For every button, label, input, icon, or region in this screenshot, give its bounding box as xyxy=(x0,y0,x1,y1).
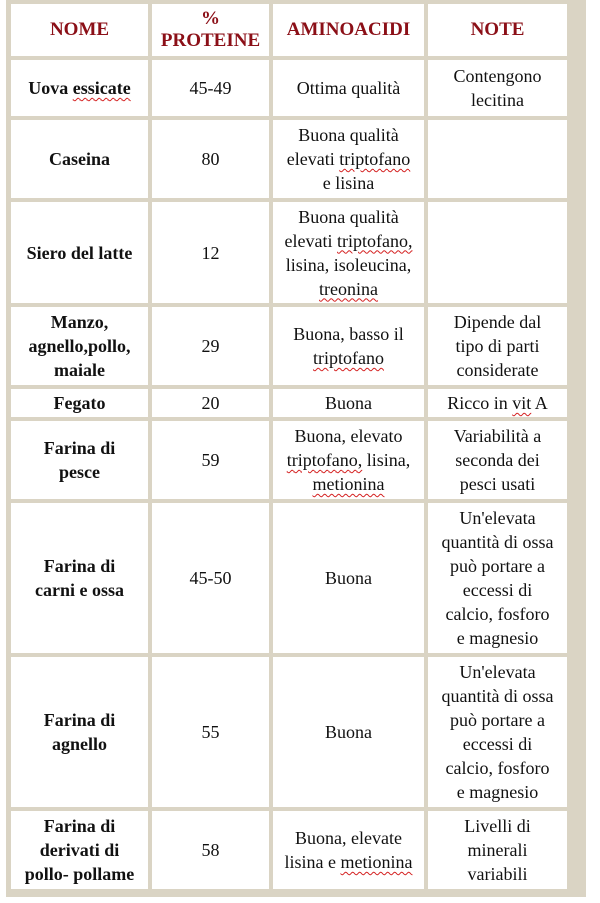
cell-line: Buona xyxy=(325,393,372,413)
cell-line: Fegato xyxy=(53,393,106,413)
cell-line: Buona, elevate xyxy=(295,828,402,848)
cell-line: Variabilità a xyxy=(453,426,542,446)
cell-line: elevati triptofano, xyxy=(284,230,413,251)
cell-note xyxy=(428,120,567,198)
cell-line: tipo di parti xyxy=(455,336,540,356)
cell-note xyxy=(428,389,567,417)
table-row xyxy=(11,657,567,807)
cell-aminoacidi xyxy=(273,307,424,385)
spellcheck-word: essicate xyxy=(72,78,131,98)
cell-line: minerali xyxy=(467,840,528,860)
cell-line: eccessi di xyxy=(462,734,533,754)
cell-nome xyxy=(11,657,148,807)
cell-line: Un'elevata xyxy=(459,662,536,682)
cell-aminoacidi xyxy=(273,657,424,807)
cell-line: pesci usati xyxy=(459,474,536,494)
spellcheck-word: metionina xyxy=(312,474,385,494)
cell-line: e magnesio xyxy=(456,782,539,802)
cell-line: lisina e metionina xyxy=(284,852,413,872)
cell-note xyxy=(428,657,567,807)
cell-proteine: 12 xyxy=(152,202,269,303)
header-note-text: NOTE xyxy=(470,19,525,40)
cell-line: calcio, fosforo xyxy=(445,604,550,624)
cell-line: considerate xyxy=(456,360,539,380)
cell-line: maiale xyxy=(54,360,105,380)
table-row xyxy=(11,307,567,385)
cell-line: agnello,pollo, xyxy=(28,336,131,356)
table-row xyxy=(11,60,567,116)
cell-line: lisina, isoleucina, xyxy=(285,254,412,275)
cell-line: eccessi di xyxy=(462,580,533,600)
cell-line: può portare a xyxy=(450,710,545,730)
spellcheck-word: triptofano xyxy=(313,348,384,368)
cell-line: Buona xyxy=(325,722,372,742)
cell-line: quantità di ossa xyxy=(441,686,554,706)
cell-proteine: 55 xyxy=(152,657,269,807)
cell-line: Manzo, xyxy=(50,312,109,332)
cell-line: Dipende dal xyxy=(453,312,542,332)
cell-line: calcio, fosforo xyxy=(445,758,550,778)
cell-line: carni e ossa xyxy=(34,580,124,600)
spellcheck-word: treonina xyxy=(319,278,378,299)
cell-line: e lisina xyxy=(322,173,375,193)
table-row xyxy=(11,811,567,889)
cell-line: Farina di xyxy=(43,816,116,836)
cell-proteine: 80 xyxy=(152,120,269,198)
cell-nome xyxy=(11,389,148,417)
cell-aminoacidi xyxy=(273,60,424,116)
cell-line: Buona qualità xyxy=(298,125,399,145)
cell-proteine: 58 xyxy=(152,811,269,889)
cell-aminoacidi xyxy=(273,503,424,653)
cell-line: Buona, basso il xyxy=(293,324,404,344)
cell-line: Siero del latte xyxy=(26,242,133,263)
header-aminoacidi xyxy=(273,4,424,56)
protein-table xyxy=(7,0,571,893)
cell-line: seconda dei xyxy=(455,450,540,470)
cell-line: elevati triptofano xyxy=(286,149,411,169)
table-body xyxy=(11,60,567,889)
header-nome-text: NOME xyxy=(49,19,110,40)
cell-line: variabili xyxy=(467,864,528,884)
cell-note xyxy=(428,421,567,499)
cell-aminoacidi xyxy=(273,202,424,303)
cell-proteine: 29 xyxy=(152,307,269,385)
header-proteine-label: PROTEINE xyxy=(160,30,261,51)
cell-aminoacidi xyxy=(273,421,424,499)
cell-note xyxy=(428,811,567,889)
cell-aminoacidi xyxy=(273,811,424,889)
header-row xyxy=(11,4,567,56)
cell-nome xyxy=(11,503,148,653)
cell-nome xyxy=(11,421,148,499)
cell-note xyxy=(428,202,567,303)
header-proteine xyxy=(152,4,269,56)
cell-proteine: 45-50 xyxy=(152,503,269,653)
cell-line: lecitina xyxy=(471,90,524,110)
cell-nome xyxy=(11,811,148,889)
cell-line xyxy=(275,346,422,370)
spellcheck-word: metionina xyxy=(340,852,413,872)
cell-line xyxy=(275,472,422,496)
table-row xyxy=(11,389,567,417)
cell-line: Ricco in vit A xyxy=(447,393,548,413)
cell-line: Un'elevata xyxy=(459,508,536,528)
cell-nome xyxy=(11,307,148,385)
cell-line: pesce xyxy=(59,462,100,482)
cell-line: Buona xyxy=(325,568,372,588)
cell-note xyxy=(428,307,567,385)
spellcheck-word: vit xyxy=(512,393,532,413)
cell-line: Farina di xyxy=(43,556,116,576)
header-proteine-pct: % xyxy=(201,8,220,29)
cell-line: derivati di xyxy=(39,840,120,860)
header-nome xyxy=(11,4,148,56)
cell-line: Buona, elevato xyxy=(294,426,403,446)
cell-line xyxy=(275,277,422,301)
cell-note xyxy=(428,60,567,116)
table-row xyxy=(11,503,567,653)
cell-line: può portare a xyxy=(450,556,545,576)
table-row xyxy=(11,421,567,499)
header-aminoacidi-text: AMINOACIDI xyxy=(286,19,411,40)
spellcheck-word: triptofano xyxy=(339,149,411,169)
cell-line: Livelli di xyxy=(464,816,531,836)
cell-line: Uova essicate xyxy=(28,78,131,98)
header-note xyxy=(428,4,567,56)
cell-aminoacidi xyxy=(273,389,424,417)
spellcheck-word: triptofano, xyxy=(337,230,413,251)
cell-nome xyxy=(11,202,148,303)
cell-proteine: 45-49 xyxy=(152,60,269,116)
table-row xyxy=(11,202,567,303)
cell-line: Farina di xyxy=(43,438,116,458)
table-row xyxy=(11,120,567,198)
cell-line: agnello xyxy=(51,734,107,754)
cell-line: e magnesio xyxy=(456,628,539,648)
cell-line: Ottima qualità xyxy=(296,78,401,98)
cell-line: Farina di xyxy=(43,710,116,730)
cell-line: Buona qualità xyxy=(298,206,399,227)
cell-nome xyxy=(11,60,148,116)
cell-line: triptofano, lisina, xyxy=(286,450,411,470)
cell-proteine: 20 xyxy=(152,389,269,417)
cell-aminoacidi xyxy=(273,120,424,198)
cell-proteine: 59 xyxy=(152,421,269,499)
cell-line: Contengono xyxy=(453,66,542,86)
cell-line: quantità di ossa xyxy=(441,532,554,552)
cell-line: Caseina xyxy=(48,149,110,169)
cell-nome xyxy=(11,120,148,198)
spellcheck-word: triptofano, xyxy=(286,450,363,470)
cell-note xyxy=(428,503,567,653)
cell-line: pollo- pollame xyxy=(24,864,135,884)
